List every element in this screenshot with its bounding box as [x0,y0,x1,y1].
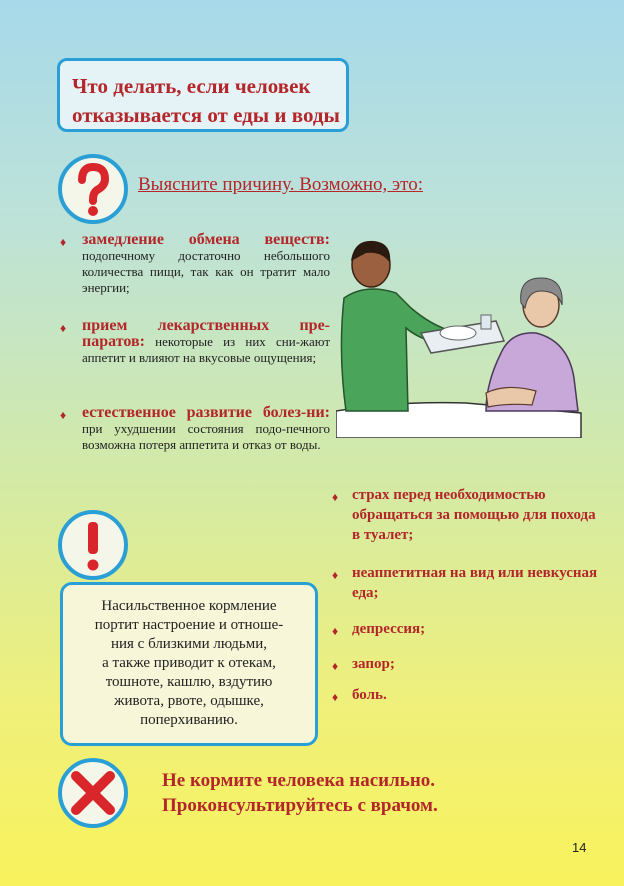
reason-more-text: запор; [352,656,395,672]
diamond-bullet-icon: ♦ [60,408,67,422]
title-line-1: Что делать, если человек [72,74,311,98]
reason-more-item [332,654,602,674]
reason-more-item [332,685,602,705]
page-number: 14 [572,840,587,855]
diamond-bullet-icon: ♦ [332,624,339,638]
final-line-2: Проконсультируйтесь с врачом. [162,795,438,816]
page-title [57,58,349,132]
forced-feeding-warning [60,582,318,746]
reasons-heading: Выясните причину. Возможно, это: [138,174,423,195]
reason-title: замедление обмена веществ: [82,231,330,248]
reason-item-medication [60,318,330,366]
cross-icon [58,758,128,828]
final-line-1: Не кормите человека насильно. [162,770,436,791]
exclamation-mark-icon [58,510,128,580]
warning-line: тошноте, кашлю, вздутию [105,674,273,690]
reason-more-item [332,563,602,603]
warning-line: живота, рвоте, одышке, [114,693,264,709]
reason-more-text: неаппетитная на вид или невкусная еда; [352,565,598,601]
reason-text: при ухудшении состояния подо-печного возможна потеря аппетита и отказ от воды. [82,421,330,452]
reason-text: некоторые из них сни-жают аппетит и влияют на вкусовые ощущения; [82,334,331,365]
warning-line: а также приводит к отекам, [102,655,276,671]
reason-title: естественное развитие болез-ни: [82,404,330,421]
warning-line: Насильственное кормление [101,598,277,614]
reason-more-text: депрессия; [352,621,426,637]
warning-line: поперхиванию. [140,712,238,728]
warning-line: портит настроение и отноше- [94,617,284,633]
reason-item-metabolism [60,232,330,296]
diamond-bullet-icon: ♦ [332,690,339,704]
diamond-bullet-icon: ♦ [60,321,67,335]
warning-line: ния с близкими людьми, [110,636,268,652]
diamond-bullet-icon: ♦ [332,568,339,582]
reason-more-item [332,485,602,545]
reason-more-item [332,619,602,639]
nurse-feeding-patient-illustration [336,233,586,438]
reason-text: подопечному достаточно небольшого количества пищи, так как он тратит мало энергии; [82,248,330,295]
title-line-2: отказывается от еды и воды [72,103,340,127]
reason-more-text: боль. [352,687,387,703]
diamond-bullet-icon: ♦ [332,490,339,504]
reason-item-illness [60,405,330,453]
question-mark-icon [58,154,128,224]
reason-title: прием лекарственных пре-паратов: [82,317,330,350]
final-advice [162,768,438,818]
diamond-bullet-icon: ♦ [332,659,339,673]
diamond-bullet-icon: ♦ [60,235,67,249]
reason-more-text: страх перед необходимостью обращаться за помощью для похода в туалет; [352,487,596,543]
